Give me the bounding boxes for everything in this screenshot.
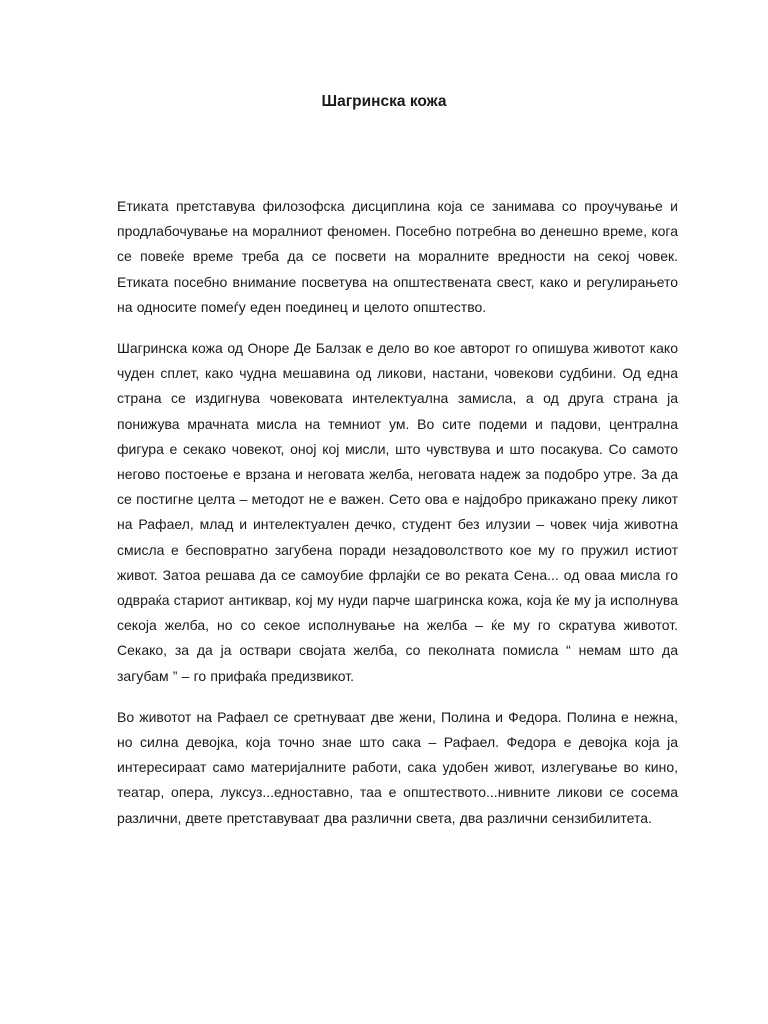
- document-body: [117, 194, 678, 847]
- paragraph-balzac: Шагринска кожа од Оноре Де Балзак е дело во кое авторот го опишува животот како чуден сплет, како чудна мешавина од ликови, настани, човекови судбини. Од една страна се издигнува човековата интелектуална замисла, а од друга страна ја понижува мрачната мисла на темниот ум. Во сите подеми и падови, централна фигура е секако човекот, оној кој мисли, што чувствува и што посакува. Со самото негово постоење е врзана и неговата желба, неговата надеж за подобро утре. За да се постигне целта – методот не е важен. Сето ова е најдобро прикажано преку ликот на Рафаел, млад и интелектуален дечко, студент без илузии – човек чија животна смисла е бесповратно загубена поради незадоволството кое му го пружил истиот живот. Затоа решава да се самоубие фрлајќи се во реката Сена... од оваа мисла го одвраќа стариот антиквар, кој му нуди парче шагринска кожа, која ќе му ја исполнува секоја желба, но со секое исполнување на желба – ќе му го скратува животот. Секако, за да ја оствари својата желба, со пеколната помисла “ немам што да загубам ” – го прифаќа предизвикот.: [117, 340, 678, 684]
- paragraph-women: Во животот на Рафаел се сретнуваат две жени, Полина и Федора. Полина е нежна, но силна девојка, која точно знае што сака – Рафаел. Федора е девојка која ја интересираат само материјалните работи, сака удобен живот, излегување во кино, театар, опера, луксуз...едноставно, таа е општеството...нивните ликови се сосема различни, двете претставуваат два различни света, два различни сензибилитета.: [117, 708, 678, 826]
- paragraph-ethics: Етиката претставува филозофска дисциплина која се занимава со проучување и продлабочување на моралниот феномен. Посебно потребна во денешно време, кога се повеќе време треба да се посвети на моралните вредности на секој човек. Етиката посебно внимание посветува на општествената свест, како и регулирањето на односите помеѓу еден поединец и целото општество.: [117, 198, 678, 315]
- document-title: Шагринска кожа: [321, 93, 447, 110]
